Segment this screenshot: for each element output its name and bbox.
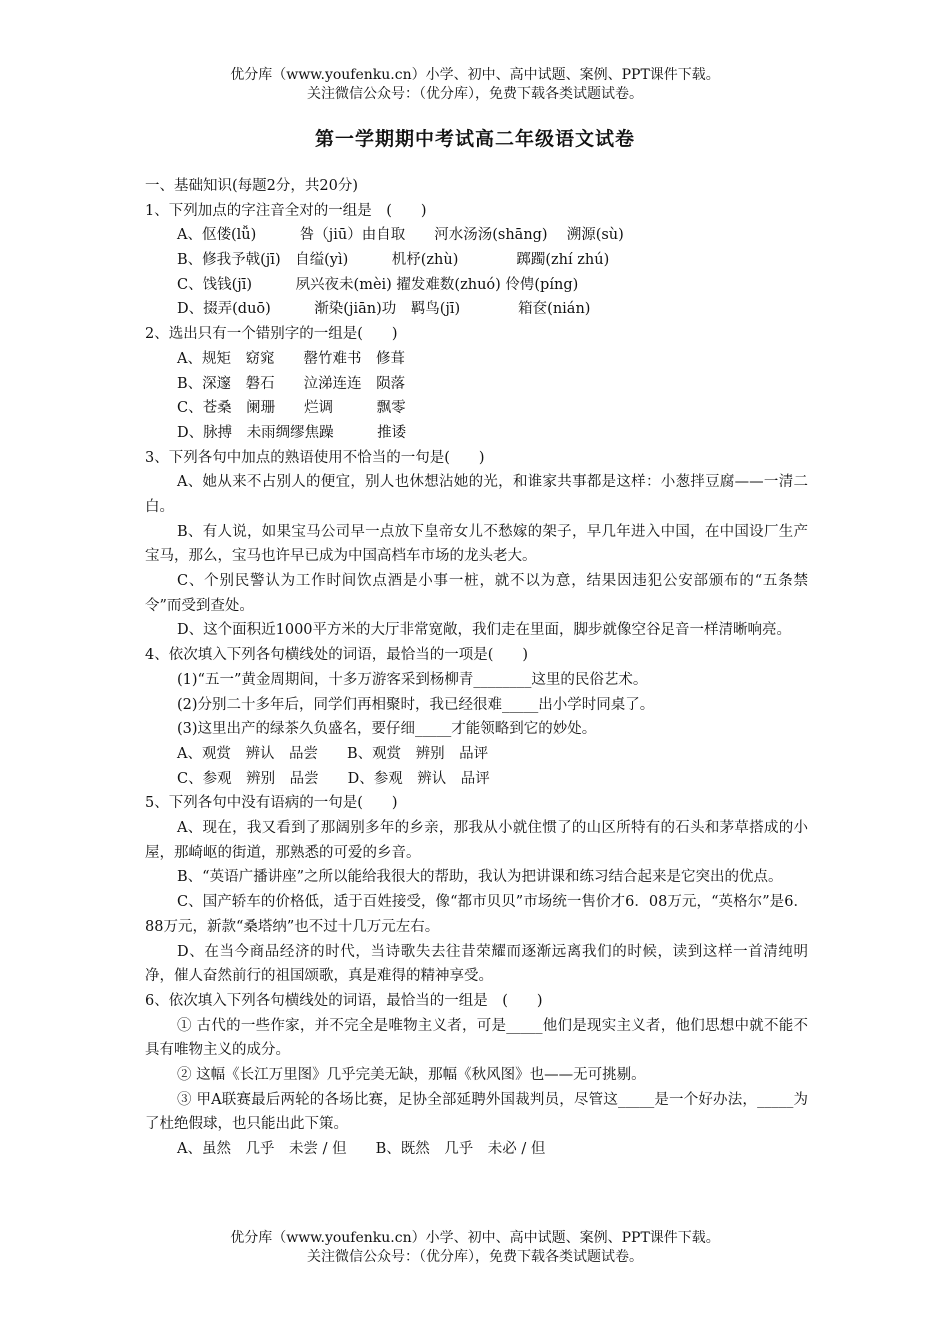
q3-stem: 3、下列各句中加点的熟语使用不恰当的一句是( ): [145, 449, 485, 466]
q1-stem: 1、下列加点的字注音全对的一组是 ( ): [145, 202, 427, 219]
page-footer: [0, 1229, 950, 1267]
q4-sentence-3: (3)这里出产的绿茶久负盛名，要仔细_____才能领略到它的妙处。: [177, 721, 597, 738]
q4-stem: 4、依次填入下列各句横线处的词语，最恰当的一项是( ): [145, 647, 529, 664]
q5-option-c: C、国产轿车的价格低，适于百姓接受，像“都市贝贝”市场统一售价才6．08万元，“英格尔”是6．88万元，新款“桑塔纳”也不过十几万元左右。: [145, 894, 808, 935]
q6-sentence-1: ① 古代的一些作家，并不完全是唯物主义者，可是_____他们是现实主义者，他们思想中就不能不具有唯物主义的成分。: [145, 1017, 808, 1059]
q6-sentence-2: ② 这幅《长江万里图》几乎完美无缺，那幅《秋风图》也——无可挑剔。: [177, 1067, 646, 1083]
q3-option-b: B、有人说，如果宝马公司早一点放下皇帝女儿不愁嫁的架子，早几年进入中国，在中国设厂生产宝马，那么，宝马也许早已成为中国高档车市场的龙头老大。: [145, 523, 808, 565]
section-heading: 一、基础知识(每题2分，共20分): [145, 178, 358, 194]
q4-options-cd: C、参观 辨别 品尝 D、参观 辨认 品评: [177, 770, 490, 787]
q2-stem: 2、选出只有一个错别字的一组是( ): [145, 326, 398, 343]
footer-line-2: 关注微信公众号：（优分库），免费下载各类试题试卷。: [307, 1249, 643, 1265]
q2-option-b: B、深邃 磐石 泣涕连连 陨落: [177, 375, 406, 392]
q4-sentence-1: (1)“五一”黄金周期间，十多万游客采到杨柳青________这里的民俗艺术。: [177, 671, 648, 688]
q1-option-b: B、修我予戟(jī) 自缢(yì) 机杼(zhù) 踯躅(zhí zhú): [177, 252, 610, 269]
q4-options-ab: A、观赏 辨认 品尝 B、观赏 辨别 品评: [177, 745, 489, 762]
q6-stem: 6、依次填入下列各句横线处的词语，最恰当的一组是 ( ): [145, 992, 543, 1009]
q6-sentence-3: ③ 甲A联赛最后两轮的各场比赛，足协全部延聘外国裁判员，尽管这_____是一个好办法，_____为了杜绝假球，也只能出此下策。: [145, 1091, 808, 1133]
q1-option-a: A、伛偻(lǚ) 咎（jiū）由自取 河水汤汤(shāng) 溯源(sù): [177, 227, 624, 244]
q5-stem: 5、下列各句中没有语病的一句是( ): [145, 795, 398, 812]
q2-option-a: A、规矩 窈窕 罄竹难书 修葺: [177, 350, 405, 367]
q5-option-d: D、在当今商品经济的时代，当诗歌失去往昔荣耀而逐渐远离我们的时候，读到这样一首清纯明净，催人奋然前行的祖国颂歌，真是难得的精神享受。: [145, 943, 808, 985]
q3-option-d: D、这个面积近1000平方米的大厅非常宽敞，我们走在里面，脚步就像空谷足音一样清晰响亮。: [177, 622, 792, 639]
q5-option-b: B、“英语广播讲座”之所以能给我很大的帮助，我认为把讲课和练习结合起来是它突出的优点。: [177, 869, 783, 886]
page-header: [0, 66, 950, 104]
exam-body: [145, 174, 808, 1162]
footer-line-1: 优分库（www.youfenku.cn）小学、初中、高中试题、案例、PPT课件下载。: [230, 1230, 720, 1246]
q3-option-c: C、个别民警认为工作时间饮点酒是小事一桩，就不以为意，结果因违犯公安部颁布的“五条禁令”而受到查处。: [145, 573, 808, 614]
q3-option-a: A、她从来不占别人的便宜，别人也休想沾她的光，和谁家共事都是这样：小葱拌豆腐——一清二白。: [145, 474, 808, 515]
q2-option-d: D、脉搏 未雨绸缪焦躁 推诿: [177, 424, 407, 441]
q4-sentence-2: (2)分别二十多年后，同学们再相聚时，我已经很难_____出小学时同桌了。: [177, 696, 655, 713]
exam-title: 第一学期期中考试高二年级语文试卷: [314, 128, 635, 150]
q2-option-c: C、苍桑 阑珊 烂调 飘零: [177, 400, 406, 417]
q1-option-d: D、掇弄(duō) 渐染(jiān)功 羁鸟(jī) 箱奁(nián): [177, 301, 591, 318]
q1-option-c: C、饯钱(jī) 夙兴夜未(mèi) 擢发难数(zhuó) 伶俜(píng): [177, 276, 579, 293]
q5-option-a: A、现在，我又看到了那阔别多年的乡亲，那我从小就住惯了的山区所特有的石头和茅草搭成的小屋，那崎岖的街道，那熟悉的可爱的乡音。: [145, 819, 808, 861]
header-line-2: 关注微信公众号：（优分库），免费下载各类试题试卷。: [307, 86, 643, 102]
header-line-1: 优分库（www.youfenku.cn）小学、初中、高中试题、案例、PPT课件下载。: [230, 67, 720, 83]
q6-options-ab: A、虽然 几乎 未尝 / 但 B、既然 几乎 未必 / 但: [177, 1141, 546, 1158]
